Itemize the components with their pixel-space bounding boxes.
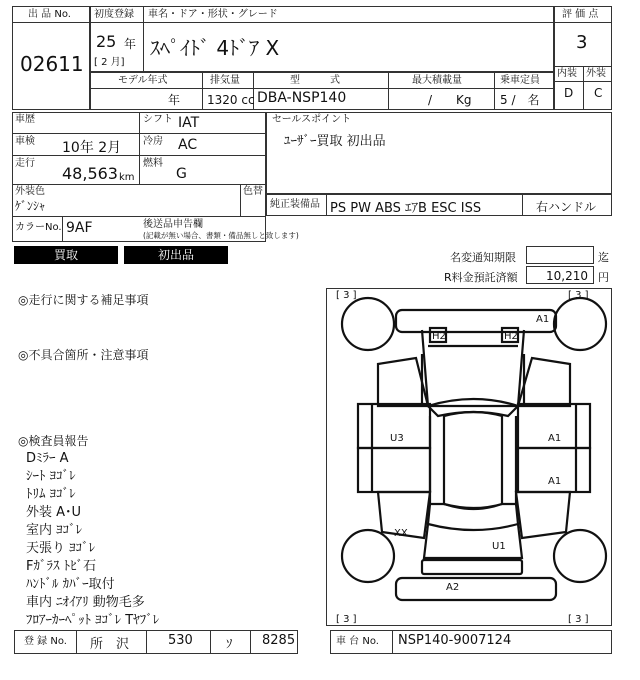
displacement-label: 排気量 <box>210 75 240 86</box>
tire-mark-rl: [ 3 ] <box>336 614 357 625</box>
inspection-date: 10年 2月 <box>62 140 122 156</box>
tire-mark-fl: [ 3 ] <box>336 290 357 301</box>
damage-h2-left: H2 <box>432 331 446 342</box>
overall-rating: 3 <box>576 32 588 53</box>
report-line: ﾌﾛｱｰｶｰﾍﾟｯﾄ ﾖｺﾞﾚ Tﾔﾌﾞﾚ <box>26 613 160 628</box>
damage-u1: U1 <box>492 541 506 552</box>
damage-u3: U3 <box>390 433 404 444</box>
post-document-note: (記載が無い場合、書類・備品無しと致します) <box>143 231 299 240</box>
shift: IAT <box>178 115 200 131</box>
history-label: 車歴 <box>15 114 35 125</box>
damage-a1-front: A1 <box>536 314 550 325</box>
post-document-label: 後送品申告欄 <box>143 219 203 230</box>
report-line: Dﾐﾗｰ A <box>26 451 69 466</box>
name-change-suffix: 迄 <box>598 251 609 264</box>
recycle-label: R料金預託済額 <box>444 271 518 284</box>
model-type: DBA-NSP140 <box>257 90 347 106</box>
report-line: 天張り ﾖｺﾞﾚ <box>26 541 96 556</box>
damage-h2-right: H2 <box>504 331 518 342</box>
interior-grade: D <box>564 86 574 100</box>
max-load-label: 最大積載量 <box>412 75 462 86</box>
equipment-list: PS PW ABS ｴｱB ESC ISS <box>330 201 482 216</box>
seats-label: 乗車定員 <box>500 75 540 86</box>
recycle-amount: 10,210 <box>546 269 588 283</box>
report-line: 外装 A･U <box>26 505 82 520</box>
mileage-label: 走行 <box>15 158 35 169</box>
inspector-report-label: ◎検査員報告 <box>18 434 89 448</box>
report-line: 室内 ﾖｺﾞﾚ <box>26 523 83 538</box>
mileage: 48,563 <box>62 164 118 183</box>
fuel-label: 燃料 <box>143 158 163 169</box>
rating-label: 評 価 点 <box>562 9 599 20</box>
ac-label: 冷房 <box>143 136 163 147</box>
damage-a2: A2 <box>446 582 460 593</box>
registration-month: [ 2 月] <box>94 57 125 68</box>
first-registration-label: 初度登録 <box>94 9 134 20</box>
registration-area: 所 沢 <box>90 637 130 652</box>
max-load: / Kg <box>428 93 472 107</box>
color-number-label: カラーNo. <box>15 222 62 233</box>
seats: 5 / 名 <box>500 93 540 107</box>
model-year-label: モデル年式 <box>118 75 168 86</box>
color-number: 9AF <box>66 220 93 236</box>
sales-point: ﾕｰｻﾞｰ買取 初出品 <box>284 134 386 149</box>
registration-year-unit: 年 <box>124 37 137 51</box>
mileage-unit: km <box>119 172 135 183</box>
name-change-label: 名変通知期限 <box>450 251 516 264</box>
shift-label: シフト <box>143 114 173 125</box>
registration-year: 25 <box>96 32 117 51</box>
registration-kana: ｿ <box>226 637 233 652</box>
damage-a1-right-front: A1 <box>548 433 562 444</box>
inspection-label: 車検 <box>15 136 35 147</box>
car-name: ｽﾍﾟｲﾄﾞ 4ﾄﾞｱ X <box>150 36 280 60</box>
equipment-label: 純正装備品 <box>270 199 320 210</box>
chassis-number-label: 車 台 No. <box>336 636 379 647</box>
recycle-unit: 円 <box>598 271 609 284</box>
steering-side: 右ハンドル <box>536 200 597 214</box>
damage-xx: XX <box>394 528 408 539</box>
type-label: 型 式 <box>290 75 340 86</box>
damage-a1-right-rear: A1 <box>548 476 562 487</box>
purchase-tag: 買取 <box>14 246 118 264</box>
defects-label: ◎不具合箇所・注意事項 <box>18 348 149 362</box>
fuel: G <box>176 166 187 182</box>
sales-point-label: セールスポイント <box>272 114 352 125</box>
exterior-label: 外装 <box>586 68 606 79</box>
name-change-box <box>526 246 594 264</box>
tire-mark-fr: [ 3 ] <box>568 290 589 301</box>
report-line: 車内 ﾆｵｲｱﾘ 動物毛多 <box>26 595 145 610</box>
displacement: 1320 cc <box>207 93 255 107</box>
registration-number-label: 登 録 No. <box>24 636 67 647</box>
lot-number-label: 出 品 No. <box>28 9 71 20</box>
report-line: ｼｰﾄ ﾖｺﾞﾚ <box>26 469 76 484</box>
exterior-color: ｹﾞﾝｼｬ <box>15 199 46 213</box>
model-year-unit: 年 <box>168 93 181 107</box>
report-line: ﾊﾝﾄﾞﾙ ｶﾊﾞｰ取付 <box>26 577 115 592</box>
car-diagram <box>326 288 612 626</box>
color-change-label: 色替 <box>243 186 263 197</box>
registration-class: 530 <box>168 633 193 648</box>
registration-number: 8285 <box>262 633 296 648</box>
report-line: ﾄﾘﾑ ﾖｺﾞﾚ <box>26 487 76 502</box>
air-conditioning: AC <box>178 137 198 153</box>
interior-label: 内装 <box>557 68 577 79</box>
lot-number: 02611 <box>20 52 84 76</box>
car-name-label: 車名・ドア・形状・グレード <box>148 9 278 20</box>
chassis-number: NSP140-9007124 <box>398 633 512 648</box>
exterior-grade: C <box>594 86 603 100</box>
exterior-color-label: 外装色 <box>15 186 45 197</box>
report-line: Fｶﾞﾗｽ ﾄﾋﾞ石 <box>26 559 97 574</box>
first-listing-tag: 初出品 <box>124 246 228 264</box>
driving-notes-label: ◎走行に関する補足事項 <box>18 293 149 307</box>
tire-mark-rr: [ 3 ] <box>568 614 589 625</box>
